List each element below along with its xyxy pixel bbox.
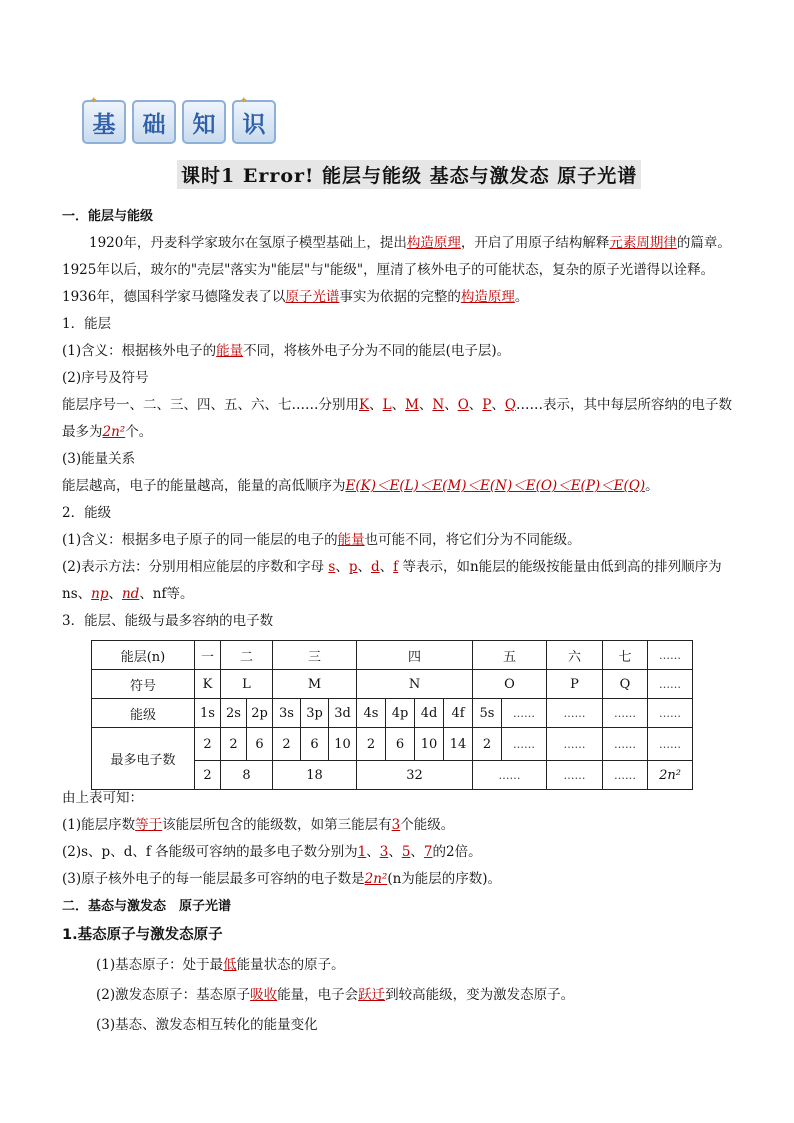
- table-cell: 七: [603, 641, 648, 670]
- table-cell: 二: [221, 641, 273, 670]
- conclusion-lead: 由上表可知：: [62, 790, 143, 806]
- table-cell: 10: [415, 728, 444, 761]
- table-cell: 6: [301, 728, 329, 761]
- table-cell: 18: [273, 761, 357, 790]
- table-cell: 四: [357, 641, 473, 670]
- subsection-title: 3．能层、能级与最多容纳的电子数: [62, 613, 274, 629]
- table-cell: 2p: [247, 699, 273, 728]
- page-title: 课时1 Error! 能层与能级 基态与激发态 原子光谱: [177, 160, 641, 189]
- table-cell: K: [195, 670, 221, 699]
- table-cell: 4p: [386, 699, 415, 728]
- document-body-2: [62, 785, 732, 1040]
- table-cell: 1s: [195, 699, 221, 728]
- table-row: [92, 728, 693, 761]
- energy-order-line: 能层越高，电子的能量越高，能量的高低顺序为E(K)＜E(L)＜E(M)＜E(N)＜E(O)＜E(P)＜E(Q)。: [62, 478, 659, 494]
- table-cell: 五: [473, 641, 547, 670]
- item-title: (3)能量关系: [62, 451, 136, 467]
- table-cell: ……: [473, 761, 547, 790]
- conclusion-line: (1)能层序数等于该能层所包含的能级数，如第三能层有3个能级。: [62, 817, 455, 833]
- table-cell: 2: [473, 728, 502, 761]
- table-cell: ……: [648, 641, 693, 670]
- conclusion-line: (3)原子核外电子的每一能层最多可容纳的电子数是2n²(n为能层的序数)。: [62, 871, 502, 887]
- badge-char: 础: [132, 100, 176, 144]
- table-cell: 3s: [273, 699, 301, 728]
- definition-line: (1)基态原子：处于最低能量状态的原子。: [96, 957, 345, 973]
- section-badge: [82, 96, 276, 144]
- table-cell: 2: [273, 728, 301, 761]
- table-cell: ……: [603, 699, 648, 728]
- table-cell: 六: [547, 641, 603, 670]
- document-body: [62, 203, 732, 635]
- definition-line: (1)含义：根据核外电子的能量不同，将核外电子分为不同的能层(电子层)。: [62, 343, 511, 359]
- table-cell: 2: [221, 728, 247, 761]
- electron-capacity-table: [91, 640, 693, 790]
- table-cell: ……: [603, 761, 648, 790]
- table-cell: ……: [648, 728, 693, 761]
- subsection-title: 1．能层: [62, 316, 112, 332]
- table-cell: ……: [603, 728, 648, 761]
- section-heading: 二．基态与激发态 原子光谱: [62, 899, 232, 914]
- table-cell: 一: [195, 641, 221, 670]
- table-cell: ……: [648, 670, 693, 699]
- table-cell: ……: [547, 761, 603, 790]
- table-cell: 4f: [444, 699, 473, 728]
- table-row: [92, 670, 693, 699]
- subsection-title: 1.基态原子与激发态原子: [62, 927, 223, 943]
- table-cell: ……: [648, 699, 693, 728]
- definition-line: (1)含义：根据多电子原子的同一能层的电子的能量也可能不同，将它们分为不同能级。: [62, 532, 581, 548]
- row-label: 最多电子数: [92, 728, 195, 790]
- symbol-line: 能层序号一、二、三、四、五、六、七……分别用K、L、M、N、O、P、Q……表示，其中每层所容纳的电子数最多为2n²个。: [62, 397, 732, 440]
- table-cell: 4s: [357, 699, 386, 728]
- section-heading: 一．能层与能级: [62, 209, 154, 224]
- table-cell: 2s: [221, 699, 247, 728]
- row-label: 能级: [92, 699, 195, 728]
- table-cell: P: [547, 670, 603, 699]
- table-cell: M: [273, 670, 357, 699]
- table-cell: 2n²: [648, 761, 693, 790]
- intro-paragraph: 1920年，丹麦科学家玻尔在氢原子模型基础上，提出构造原理，开启了用原子结构解释元素周期律的篇章。1925年以后，玻尔的"壳层"落实为"能层"与"能级"，厘清了核外电子的可能状态，复杂的原子光谱得以诠释。1936年，德国科学家马德隆发表了以原子光谱事实为依据的完整的构造原理。: [62, 235, 731, 305]
- definition-line: (2)激发态原子：基态原子吸收能量，电子会跃迁到较高能级，变为激发态原子。: [96, 987, 575, 1003]
- table-cell: L: [221, 670, 273, 699]
- table-cell: ……: [502, 728, 547, 761]
- badge-char: ✦ 识: [232, 100, 276, 144]
- table-cell: 2: [195, 728, 221, 761]
- table-cell: 5s: [473, 699, 502, 728]
- item-title: (3)基态、激发态相互转化的能量变化: [96, 1017, 318, 1033]
- sparkle-icon: ✦: [240, 96, 248, 106]
- table-cell: 3d: [329, 699, 357, 728]
- representation-line: (2)表示方法：分别用相应能层的序数和字母 s、p、d、f 等表示，如n能层的能级按能量由低到高的排列顺序为ns、np、nd、nf等。: [62, 559, 722, 602]
- table-cell: 32: [357, 761, 473, 790]
- table-cell: 4d: [415, 699, 444, 728]
- row-label: 能层(n): [92, 641, 195, 670]
- badge-char: ✦ 基: [82, 100, 126, 144]
- row-label: 符号: [92, 670, 195, 699]
- table-row: [92, 699, 693, 728]
- table-cell: 14: [444, 728, 473, 761]
- table-cell: 6: [247, 728, 273, 761]
- table-cell: 3p: [301, 699, 329, 728]
- table-cell: N: [357, 670, 473, 699]
- table-cell: 三: [273, 641, 357, 670]
- table-cell: ……: [547, 699, 603, 728]
- table-cell: ……: [547, 728, 603, 761]
- table-cell: 2: [357, 728, 386, 761]
- item-title: (2)序号及符号: [62, 370, 149, 386]
- subsection-title: 2．能级: [62, 505, 112, 521]
- table-row: [92, 641, 693, 670]
- table-cell: 8: [221, 761, 273, 790]
- table-cell: O: [473, 670, 547, 699]
- table-cell: 6: [386, 728, 415, 761]
- conclusion-line: (2)s、p、d、f 各能级可容纳的最多电子数分别为1、3、5、7的2倍。: [62, 844, 482, 860]
- sparkle-icon: ✦: [90, 96, 98, 106]
- badge-char: 知: [182, 100, 226, 144]
- table-cell: 2: [195, 761, 221, 790]
- table-cell: Q: [603, 670, 648, 699]
- table-cell: ……: [502, 699, 547, 728]
- table-cell: 10: [329, 728, 357, 761]
